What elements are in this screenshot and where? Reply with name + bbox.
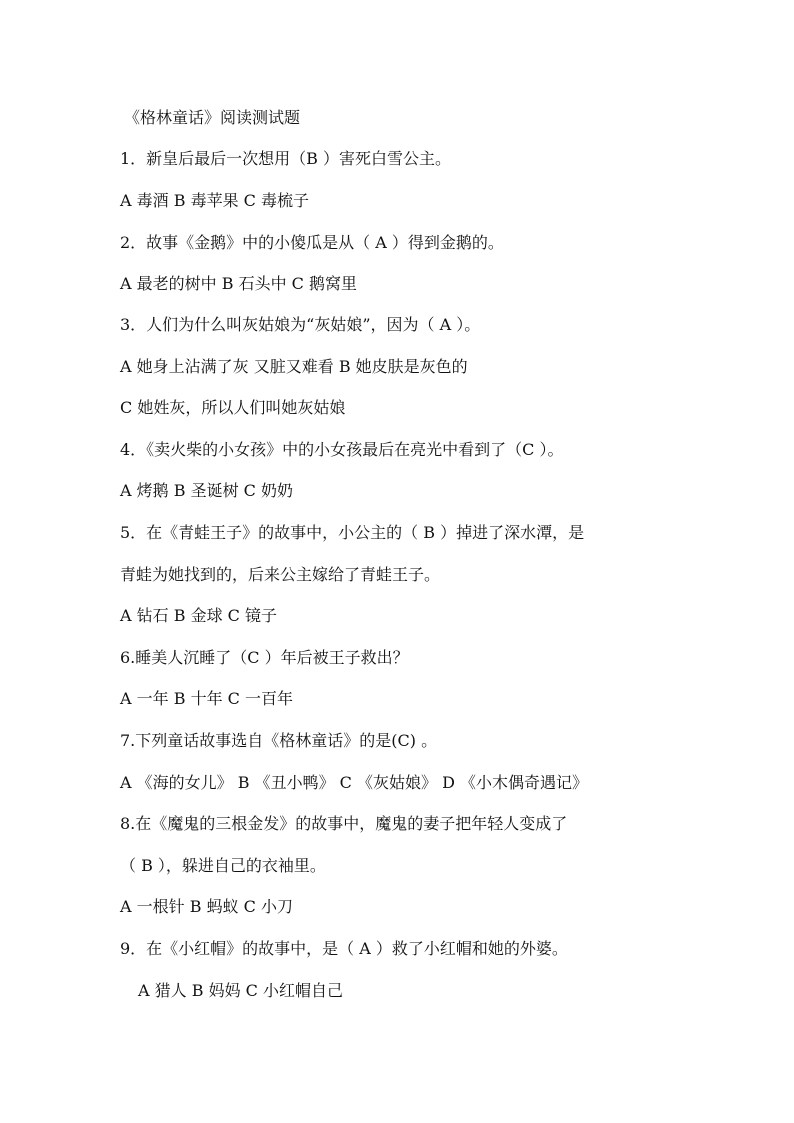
question-3-options-line-2: C 她姓灰，所以人们叫她灰姑娘: [120, 398, 346, 417]
question-7: 7.下列童话故事选自《格林童话》的是(C) 。: [120, 731, 438, 750]
question-5-line-1: 5．在《青蛙王子》的故事中，小公主的（ B ）掉进了深水潭，是: [120, 523, 585, 542]
question-1: 1．新皇后最后一次想用（B ）害死白雪公主。: [120, 149, 452, 168]
question-1-options: A 毒酒 B 毒苹果 C 毒梳子: [120, 191, 309, 210]
document-title: 《格林童话》阅读测试题: [124, 108, 301, 127]
question-3-options-line-1: A 她身上沾满了灰 又脏又难看 B 她皮肤是灰色的: [120, 357, 468, 376]
question-5-line-2: 青蛙为她找到的，后来公主嫁给了青蛙王子。: [120, 565, 441, 584]
question-5-options: A 钻石 B 金球 C 镜子: [120, 606, 277, 625]
question-8-line-1: 8.在《魔鬼的三根金发》的故事中，魔鬼的妻子把年轻人变成了: [120, 814, 568, 833]
question-6: 6.睡美人沉睡了（C ）年后被王子救出？: [120, 648, 409, 667]
question-8-line-2: （ B ），躲进自己的衣袖里。: [120, 856, 326, 875]
question-4: 4．《卖火柴的小女孩》中的小女孩最后在亮光中看到了（C ）。: [120, 440, 564, 459]
question-3: 3．人们为什么叫灰姑娘为“灰姑娘”，因为（ A ）。: [120, 315, 481, 334]
question-8-options: A 一根针 B 蚂蚁 C 小刀: [120, 897, 293, 916]
question-6-options: A 一年 B 十年 C 一百年: [120, 689, 293, 708]
question-7-options: A 《海的女儿》 B 《丑小鸭》 C 《灰姑娘》 D 《小木偶奇遇记》: [120, 773, 588, 792]
question-9: 9．在《小红帽》的故事中，是（ A ）救了小红帽和她的外婆。: [120, 939, 568, 958]
question-2-options: A 最老的树中 B 石头中 C 鹅窝里: [120, 274, 357, 293]
question-2: 2．故事《金鹅》中的小傻瓜是从（ A ）得到金鹅的。: [120, 233, 504, 252]
question-4-options: A 烤鹅 B 圣诞树 C 奶奶: [120, 481, 293, 500]
question-9-options: A 猎人 B 妈妈 C 小红帽自己: [138, 981, 343, 1000]
